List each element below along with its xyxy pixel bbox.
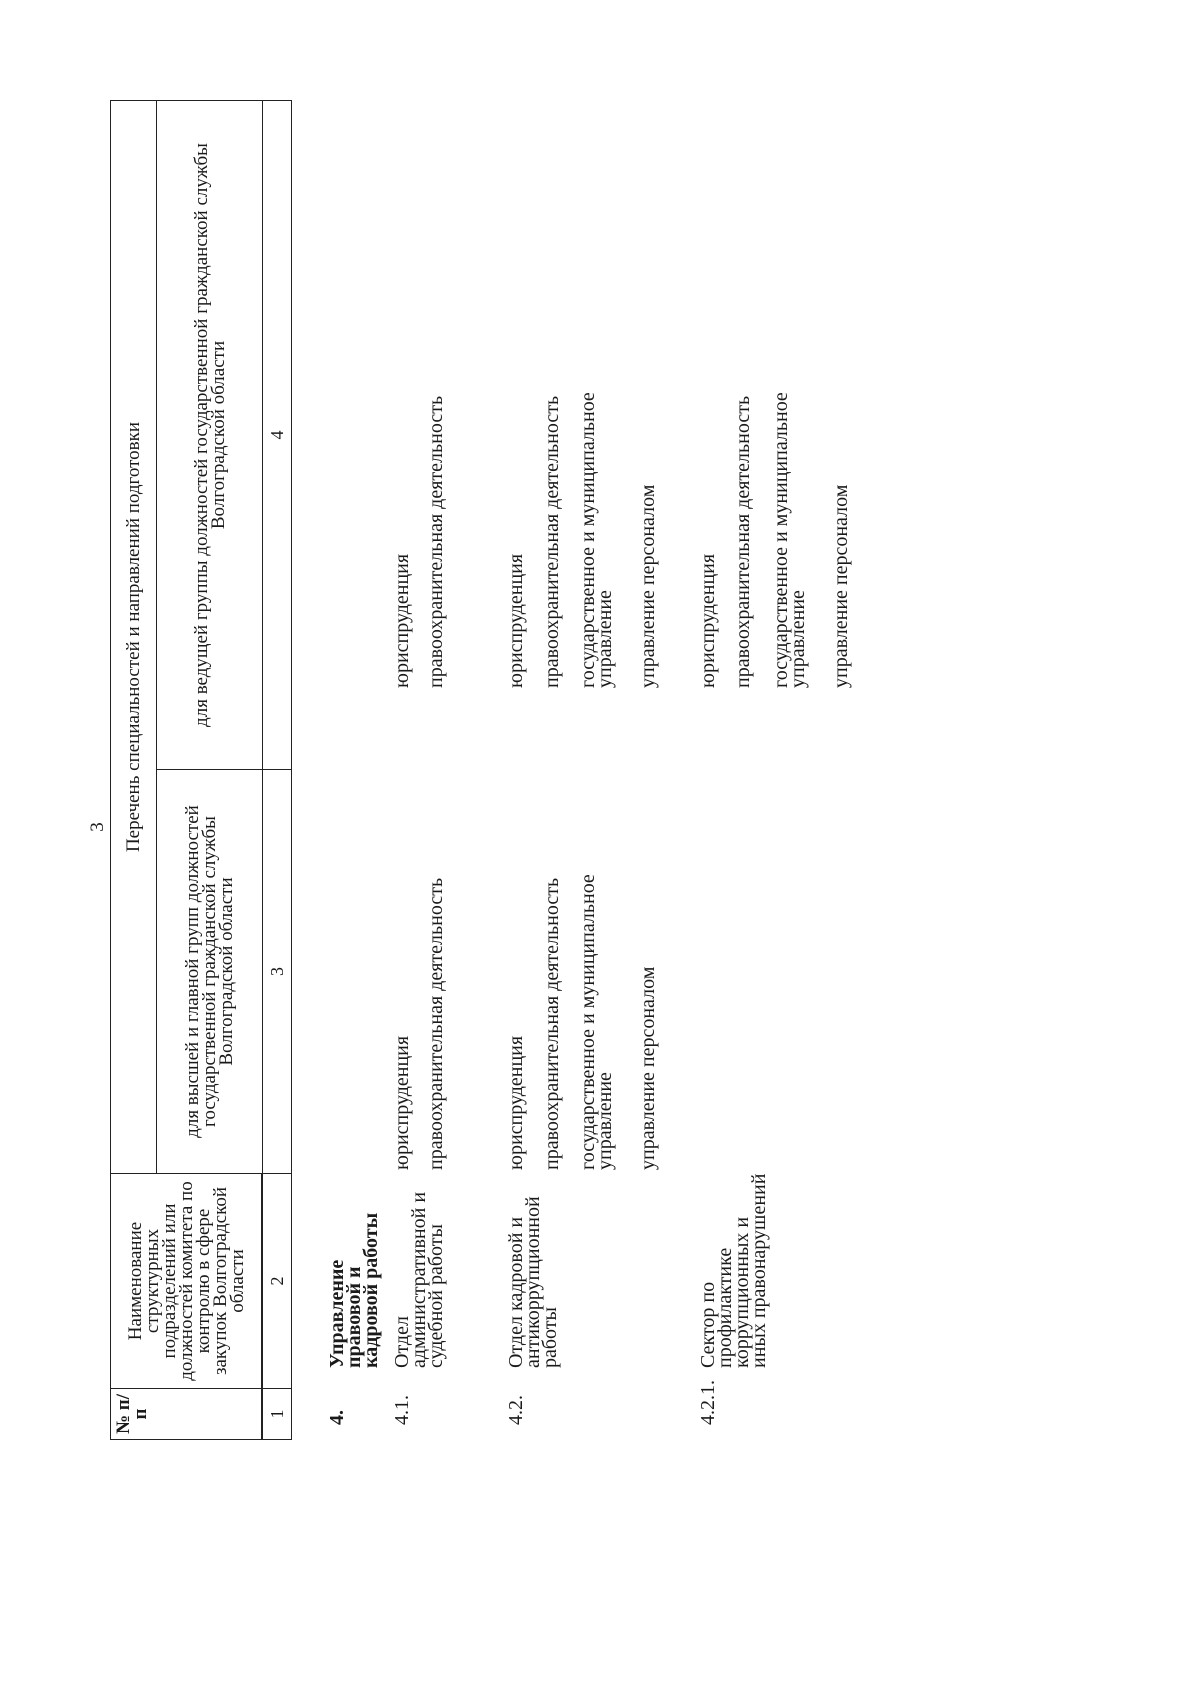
specialty-item: юриспруденция [505,1035,527,1170]
specialty-item: юриспруденция [391,553,413,688]
col-number-2: 2 [262,1173,292,1389]
specialty-item: государственное и муниципальное управление [577,874,616,1170]
specialty-item: правоохранительная деятельность [541,877,563,1170]
header-number: № п/п [110,1388,262,1440]
specialty-item: юриспруденция [391,1035,413,1170]
row-number: 4.2. [505,1395,527,1425]
col-number-4: 4 [262,100,292,770]
col-number-3: 3 [262,769,292,1174]
page-number: 3 [87,822,108,832]
header-unit-name: Наименование структурных подразделений или должностей комитета по контролю в сфере закупок Волгоградской области [110,1173,262,1389]
row-unit-name: Управление правовой и кадровой работы [326,1212,382,1368]
header-col3: для высшей и главной групп должностей государственной гражданской службы Волгоградской области [156,769,263,1174]
specialty-item: правоохранительная деятельность [425,877,447,1170]
row-unit-name: Отдел кадровой и антикоррупционной работы [505,1196,561,1368]
specialty-item: государственное и муниципальное управление [770,392,809,688]
col-number-1: 1 [262,1388,292,1440]
header-col4: для ведущей группы должностей государственной гражданской службы Волгоградской области [156,100,263,770]
landscape-table-page [110,100,960,1440]
specialty-item: государственное и муниципальное управление [577,392,616,688]
specialty-item: управление персоналом [637,484,659,688]
specialty-item: управление персоналом [830,484,852,688]
specialties-table [110,100,960,1440]
specialty-item: юриспруденция [697,553,719,688]
row-number: 4.1. [391,1395,413,1425]
row-unit-name: Сектор по профилактике коррупционных и иных правонарушений [697,1173,770,1368]
specialty-item: юриспруденция [505,553,527,688]
specialty-item: правоохранительная деятельность [541,395,563,688]
specialty-item: управление персоналом [637,966,659,1170]
row-number: 4. [326,1410,348,1425]
row-unit-name: Отдел административной и судебной работы [391,1191,447,1368]
specialty-item: правоохранительная деятельность [732,395,754,688]
row-number: 4.2.1. [697,1380,719,1425]
specialty-item: правоохранительная деятельность [425,395,447,688]
header-specialties-group: Перечень специальностей и направлений подготовки [110,100,157,1174]
